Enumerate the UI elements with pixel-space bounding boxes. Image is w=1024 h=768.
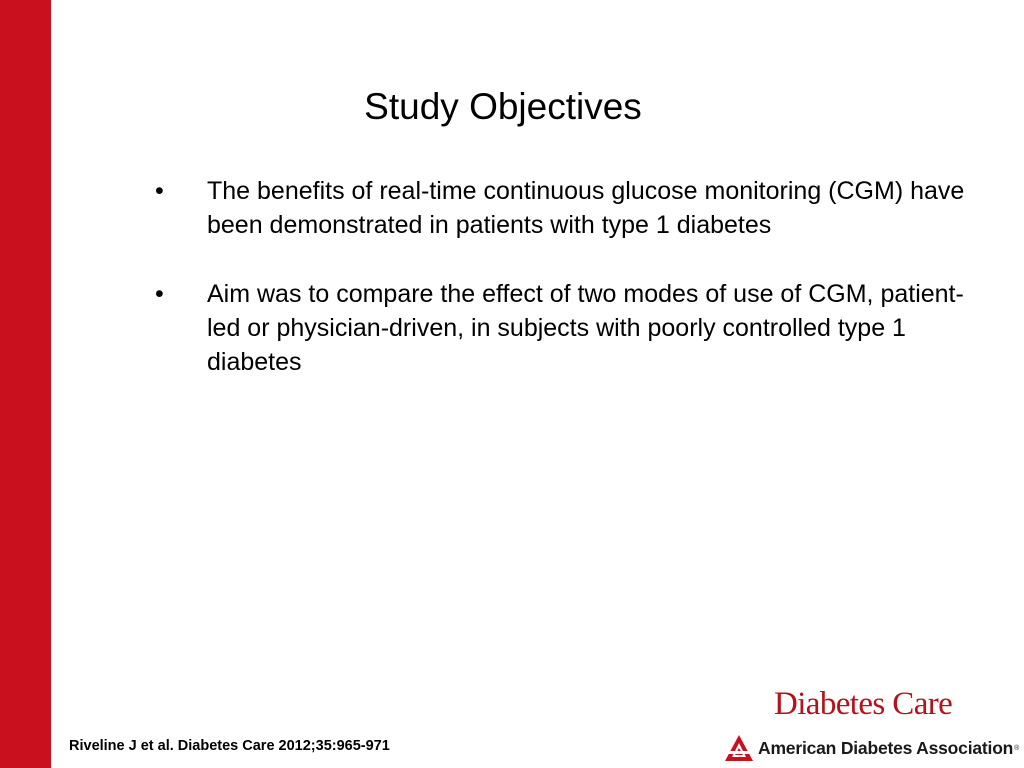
slide-title: Study Objectives bbox=[364, 86, 642, 127]
journal-logo: Diabetes Care bbox=[774, 686, 953, 722]
bullet-text: Aim was to compare the effect of two modes of use of CGM, patient-led or physician-driven, in subjects with poorly controlled type 1 diabetes bbox=[207, 280, 964, 376]
bullet-marker: • bbox=[155, 177, 164, 205]
bullet-text: The benefits of real-time continuous glucose monitoring (CGM) have been demonstrated in patients with type 1 diabetes bbox=[207, 177, 965, 239]
bullet-list bbox=[150, 174, 980, 414]
bullet-marker: • bbox=[155, 280, 164, 308]
bullet-item bbox=[150, 277, 980, 379]
citation: Riveline J et al. Diabetes Care 2012;35:965-971 bbox=[69, 738, 390, 754]
ada-logo bbox=[724, 734, 1019, 762]
registered-mark: ® bbox=[1014, 744, 1020, 752]
ada-name: American Diabetes Association bbox=[758, 737, 1014, 758]
ada-triangle-icon bbox=[724, 734, 754, 762]
bullet-item bbox=[150, 174, 980, 242]
